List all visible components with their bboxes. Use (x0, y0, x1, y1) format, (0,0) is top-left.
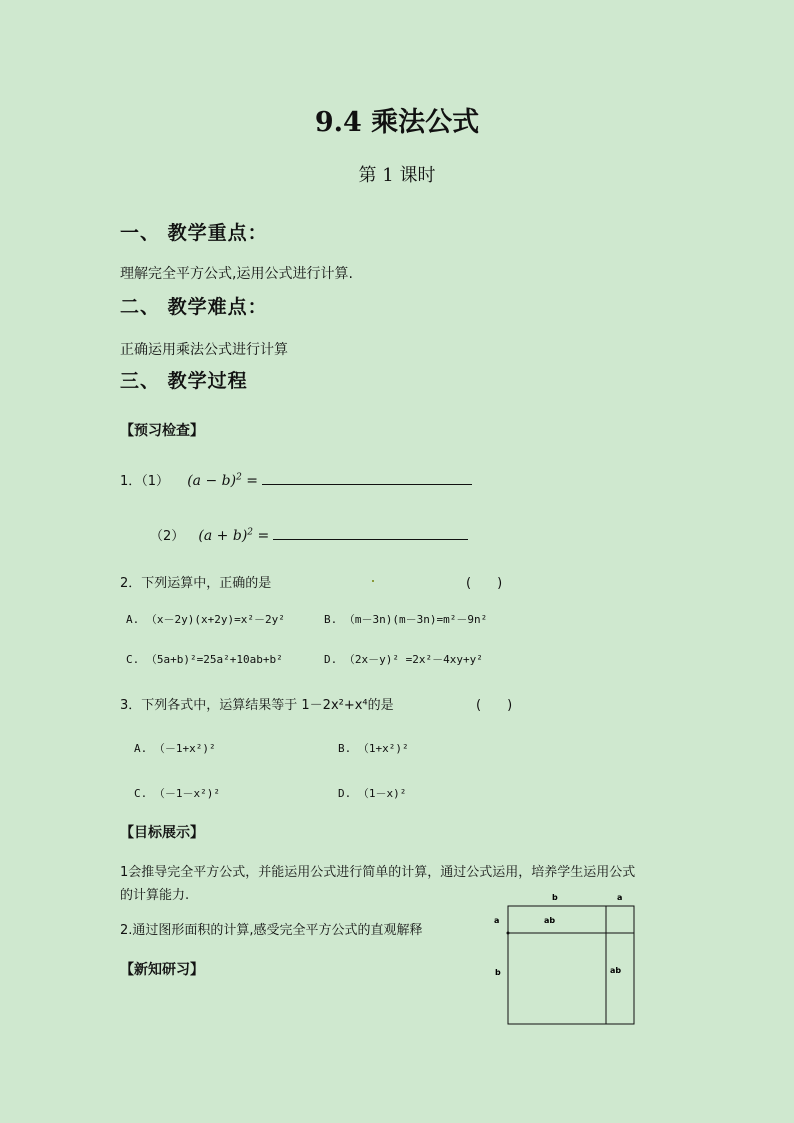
q1b-exponent: 2 (247, 527, 254, 538)
goal-1-line-2: 的计算能力. (120, 888, 190, 903)
section-heading-key-points: 一、 教学重点： (120, 222, 268, 244)
q2-answer-paren[interactable]: ( ) (466, 576, 503, 591)
q3-answer-paren[interactable]: ( ) (476, 698, 513, 713)
goal-2: 2.通过图形面积的计算,感受完全平方公式的直观解释 (120, 923, 423, 938)
q3-option-d: D. （1－x)² (338, 787, 407, 800)
preview-check-label: 【预习检查】 (120, 423, 204, 439)
section-heading-process: 三、 教学过程 (120, 370, 248, 392)
label-cell-top-ab: ab (544, 916, 556, 925)
q3-stem: 3．下列各式中，运算结果等于 1－2x²+x⁴的是 (120, 698, 394, 713)
q2-option-b: B. （m－3n)(m－3n)=m²－9n² (324, 613, 488, 626)
q1-equals: = (241, 473, 258, 489)
q3-option-c: C. （－1－x²)² (134, 787, 220, 800)
q1b-answer-blank[interactable] (273, 525, 468, 540)
goals-label: 【目标展示】 (120, 825, 204, 841)
square-area-diagram (490, 890, 650, 1030)
label-left-a: a (494, 916, 500, 925)
label-top-b: b (552, 893, 558, 902)
outer-square (508, 906, 634, 1024)
q1-exponent: 2 (236, 472, 242, 483)
new-knowledge-label: 【新知研习】 (120, 962, 204, 978)
q1b-expression: (a + b) (198, 528, 248, 544)
label-top-a: a (617, 893, 623, 902)
q1-part2 (150, 525, 468, 544)
stray-mark (372, 580, 374, 582)
page-subtitle: 第 1 课时 (358, 165, 436, 186)
q2-option-d: D. （2x－y)² =2x²－4xy+y² (324, 653, 483, 666)
q1-answer-blank[interactable] (262, 470, 472, 485)
q1b-equals: = (253, 528, 270, 544)
label-cell-right-ab: ab (610, 966, 622, 975)
difficulties-text: 正确运用乘法公式进行计算 (120, 342, 288, 358)
q1-number: 1．（1） (120, 474, 170, 489)
q1-expression: (a − b) (187, 473, 237, 489)
q1b-number: （2） (150, 529, 185, 544)
q3-option-a: A. （－1+x²)² (134, 742, 216, 755)
label-left-b: b (495, 968, 501, 977)
q2-option-a: A. （x－2y)(x+2y)=x²－2y² (126, 613, 285, 626)
q1-part1 (120, 470, 472, 489)
page-title: 9.4 乘法公式 (314, 107, 480, 138)
q2-option-c: C. （5a+b)²=25a²+10ab+b² (126, 653, 283, 666)
section-heading-difficulties: 二、 教学难点： (120, 296, 268, 318)
corner-dot (507, 932, 510, 935)
goal-1-line-1: 1会推导完全平方公式，并能运用公式进行简单的计算，通过公式运用，培养学生运用公式 (120, 865, 636, 880)
q3-option-b: B. （1+x²)² (338, 742, 409, 755)
key-points-text: 理解完全平方公式,运用公式进行计算. (120, 266, 353, 282)
q2-stem: 2．下列运算中，正确的是 (120, 576, 272, 591)
